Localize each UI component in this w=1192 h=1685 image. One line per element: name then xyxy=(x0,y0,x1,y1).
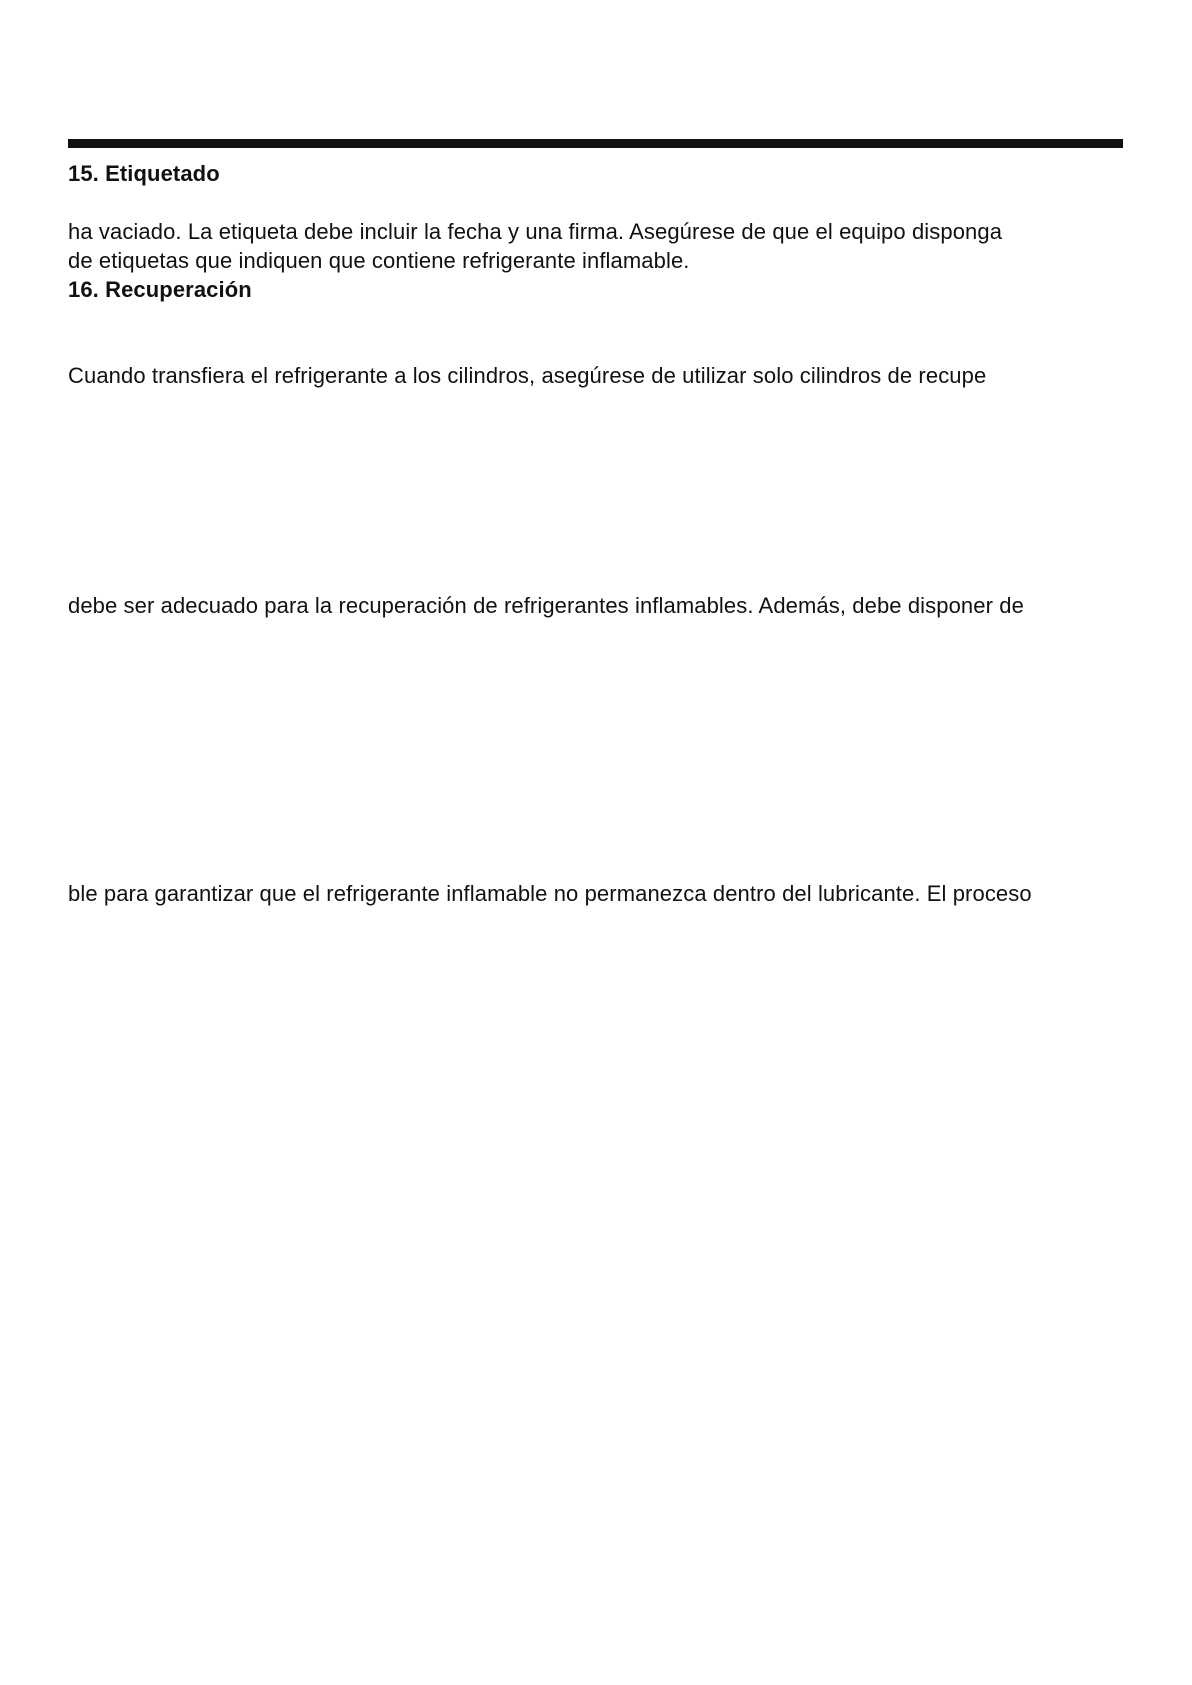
top-rule xyxy=(68,139,1123,148)
section-heading-etiquetado: 15. Etiquetado xyxy=(68,161,220,186)
paragraph-line: ble para garantizar que el refrigerante inflamable no permanezca dentro del lubricante. El proceso xyxy=(68,881,1032,906)
paragraph-line: de etiquetas que indiquen que contiene refrigerante inflamable. xyxy=(68,248,690,273)
paragraph-line: ha vaciado. La etiqueta debe incluir la fecha y una firma. Asegúrese de que el equipo disponga xyxy=(68,219,1003,244)
paragraph-line: Cuando transfiera el refrigerante a los cilindros, asegúrese de utilizar solo cilindros de recupe xyxy=(68,363,987,388)
section-heading-recuperacion: 16. Recuperación xyxy=(68,277,252,302)
paragraph-line: debe ser adecuado para la recuperación de refrigerantes inflamables. Además, debe disponer de xyxy=(68,593,1024,618)
